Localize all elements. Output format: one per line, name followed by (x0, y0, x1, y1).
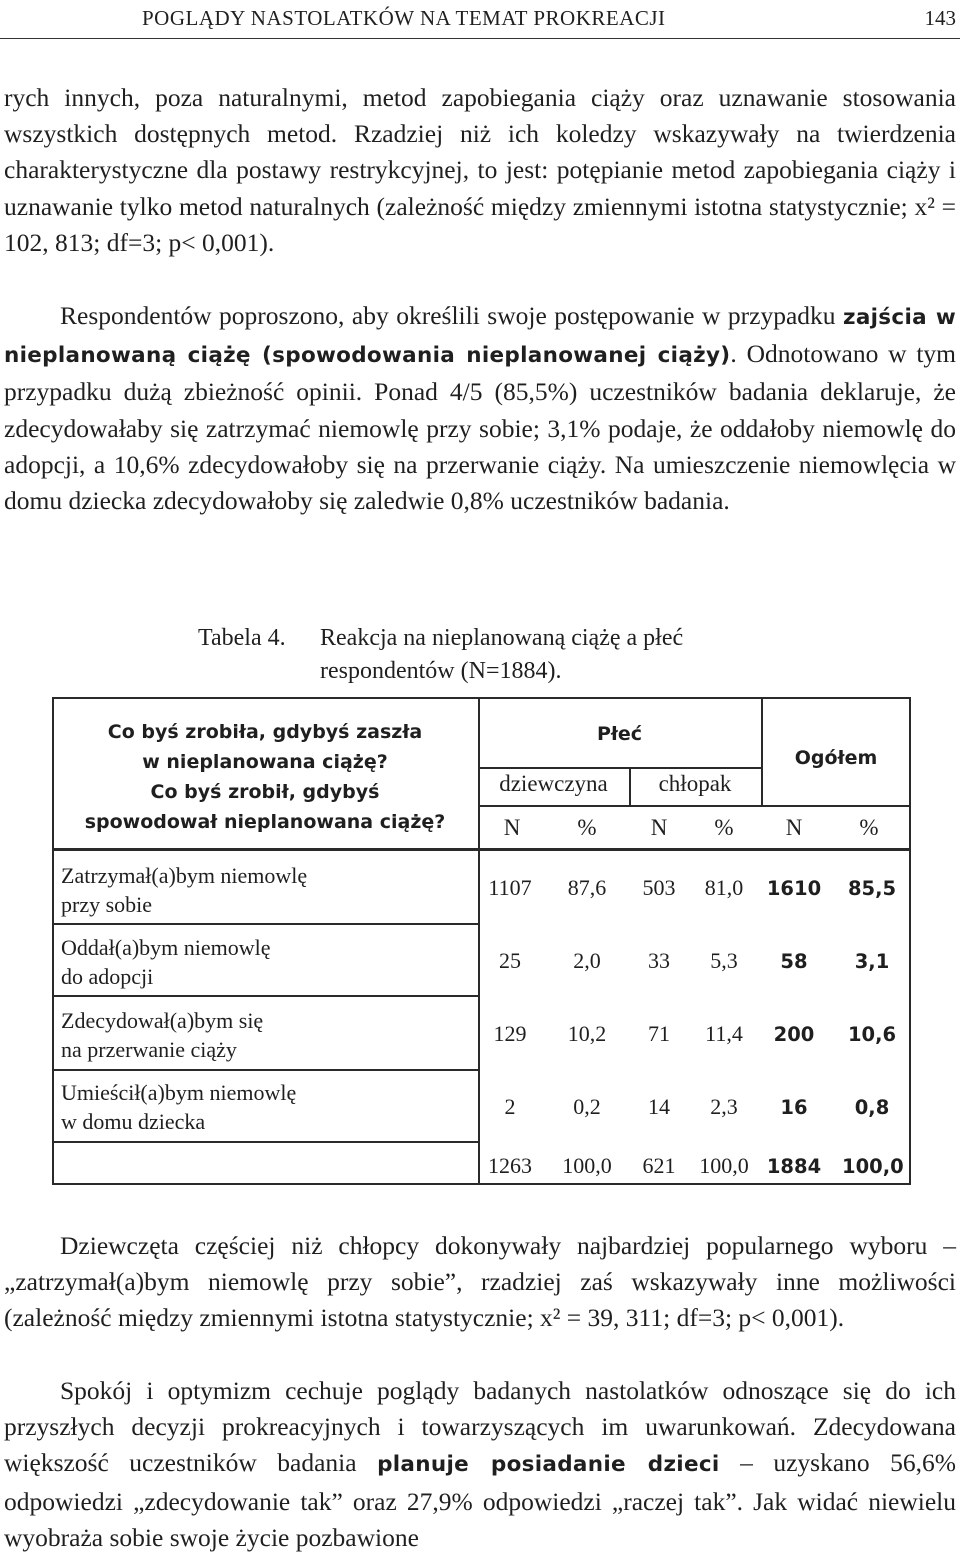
paragraph-4-text-b: – uzyskano 56,6% odpowiedzi „zdecydowanie tak” oraz 27,9% odpowiedzi „raczej tak”. Jak widać niewielu wyobraża sobie swoje życie pozbawione (4, 1448, 956, 1552)
cell-total-n: 58 (780, 950, 808, 973)
paragraph-2 (4, 298, 956, 519)
cell-boy-pct: 5,3 (710, 948, 738, 973)
running-head (0, 0, 960, 39)
table-row-label (61, 1078, 296, 1136)
table-row-label (61, 1006, 263, 1064)
cell-boy-n: 71 (648, 1021, 670, 1046)
row-label-line: do adopcji (61, 964, 154, 989)
cell-girl-n: 1107 (488, 875, 532, 900)
paragraph-2-emphasis: zajścia w nieplanowaną ciążę (spowodowania nieplanowanej ciąży) (4, 305, 956, 369)
cell-total-pct: 3,1 (854, 950, 890, 973)
table-row-label (61, 861, 307, 919)
unit-pct: % (859, 815, 879, 840)
cell-girl-pct: 2,0 (573, 948, 601, 973)
boy-header: chłopak (658, 771, 732, 796)
cell-boy-n: 14 (648, 1094, 670, 1119)
question-line: Co byś zrobiła, gdybyś zaszła (107, 721, 423, 743)
total-boy-pct: 100,0 (699, 1153, 749, 1178)
cell-boy-pct: 2,3 (710, 1094, 738, 1119)
row-label-line: w domu dziecka (61, 1109, 206, 1134)
cell-girl-n: 2 (504, 1094, 516, 1119)
cell-girl-pct: 87,6 (567, 875, 607, 900)
sex-header: Płeć (596, 723, 643, 745)
row-label-line: na przerwanie ciąży (61, 1037, 237, 1062)
cell-boy-n: 503 (642, 875, 676, 900)
row-label-line: przy sobie (61, 892, 153, 917)
question-header (52, 717, 478, 837)
total-all-pct: 100,0 (842, 1155, 904, 1178)
table-row-label (61, 933, 271, 991)
cell-total-pct: 0,8 (854, 1096, 890, 1119)
paragraph-1: rych innych, poza naturalnymi, metod zapobiegania ciąży oraz uznawanie stosowania wszystkich dostępnych metod. Rzadziej niż ich koledzy wskazywały na twierdzenia charakterystyczne dla postawy restrykcyjnej, to jest: potępianie metod zapobiegania ciąży i uznawanie tylko metod naturalnych (zależność między zmiennymi istotna statystycznie; x² = 102, 813; df=3; p< 0,001). (4, 83, 956, 257)
cell-total-n: 16 (780, 1096, 808, 1119)
unit-pct: % (577, 815, 597, 840)
question-line: Co byś zrobił, gdybyś (150, 781, 380, 803)
cell-girl-n: 129 (493, 1021, 527, 1046)
cell-total-pct: 10,6 (847, 1023, 897, 1046)
cell-boy-pct: 81,0 (704, 875, 744, 900)
cell-girl-n: 25 (499, 948, 521, 973)
row-separator (52, 1141, 478, 1143)
question-line: spowodował nieplanowana ciążę? (84, 811, 446, 833)
total-girl-n: 1263 (488, 1153, 532, 1178)
cell-boy-pct: 11,4 (705, 1021, 743, 1046)
running-title: POGLĄDY NASTOLATKÓW NA TEMAT PROKREACJI (142, 6, 666, 30)
unit-n: N (503, 815, 521, 840)
cell-girl-pct: 10,2 (567, 1021, 607, 1046)
results-table (52, 697, 911, 1185)
row-separator (52, 923, 478, 925)
unit-pct: % (714, 815, 734, 840)
paragraph-2-text-b: . Odnotowano w tym przypadku dużą zbieżność opinii. Ponad 4/5 (85,5%) uczestników badania deklaruje, że zdecydowałaby się zatrzymać niemowlę przy sobie; 3,1% podaje, że oddałoby niemowlę do adopcji, a 10,6% zdecydowałoby się na przerwanie ciąży. Na umieszczenie niemowlęcia w domu dziecka zdecydowałoby się zaledwie 0,8% uczestników badania. (4, 339, 957, 516)
cell-total-n: 200 (773, 1023, 815, 1046)
paragraph-4-text-a: Spokój i optymizm cechuje poglądy badanych nastolatków odnoszące się do ich przyszłych decyzji prokreacyjnych i towarzyszących im uwarunkowań. Zdecydowana większość uczestników badania (4, 1376, 956, 1478)
paragraph-2-text-a: Respondentów poproszono, aby określili swoje postępowanie w przypadku (60, 301, 844, 330)
cell-girl-pct: 0,2 (573, 1094, 601, 1119)
row-label-line: Oddał(a)bym niemowlę (61, 935, 271, 960)
total-header: Ogółem (794, 747, 878, 769)
total-girl-pct: 100,0 (562, 1153, 612, 1178)
total-boy-n: 621 (642, 1153, 676, 1178)
cell-total-n: 1610 (766, 877, 822, 900)
table-caption-text: Reakcja na nieplanowaną ciążę a płeć respondentów (N=1884). (320, 625, 684, 684)
table-divider-sex (478, 767, 761, 769)
cell-boy-n: 33 (648, 948, 670, 973)
paragraph-3: Dziewczęta częściej niż chłopcy dokonywały najbardziej popularnego wyboru – „zatrzymał(a)bym niemowlę przy sobie”, rzadziej zaś wskazywały inne możliwości (zależność między zmiennymi istotna statystycznie; x² = 39, 311; df=3; p< 0,001). (4, 1231, 956, 1333)
row-label-line: Umieścił(a)bym niemowlę (61, 1080, 297, 1105)
paragraph-4-emphasis: planuje posiadanie dzieci (377, 1452, 720, 1478)
page-number: 143 (924, 6, 956, 30)
question-line: w nieplanowana ciążę? (142, 751, 388, 773)
cell-total-pct: 85,5 (847, 877, 897, 900)
row-separator (52, 995, 478, 997)
row-label-line: Zatrzymał(a)bym niemowlę (61, 863, 308, 888)
table-divider-units (478, 805, 911, 807)
unit-n: N (785, 815, 803, 840)
paragraph-4 (4, 1373, 956, 1556)
table-caption-label: Tabela 4. (198, 625, 286, 651)
unit-n: N (650, 815, 668, 840)
girl-header: dziewczyna (499, 771, 608, 796)
row-label-line: Zdecydował(a)bym się (61, 1008, 264, 1033)
row-separator (52, 1069, 478, 1071)
total-all-n: 1884 (766, 1155, 822, 1178)
